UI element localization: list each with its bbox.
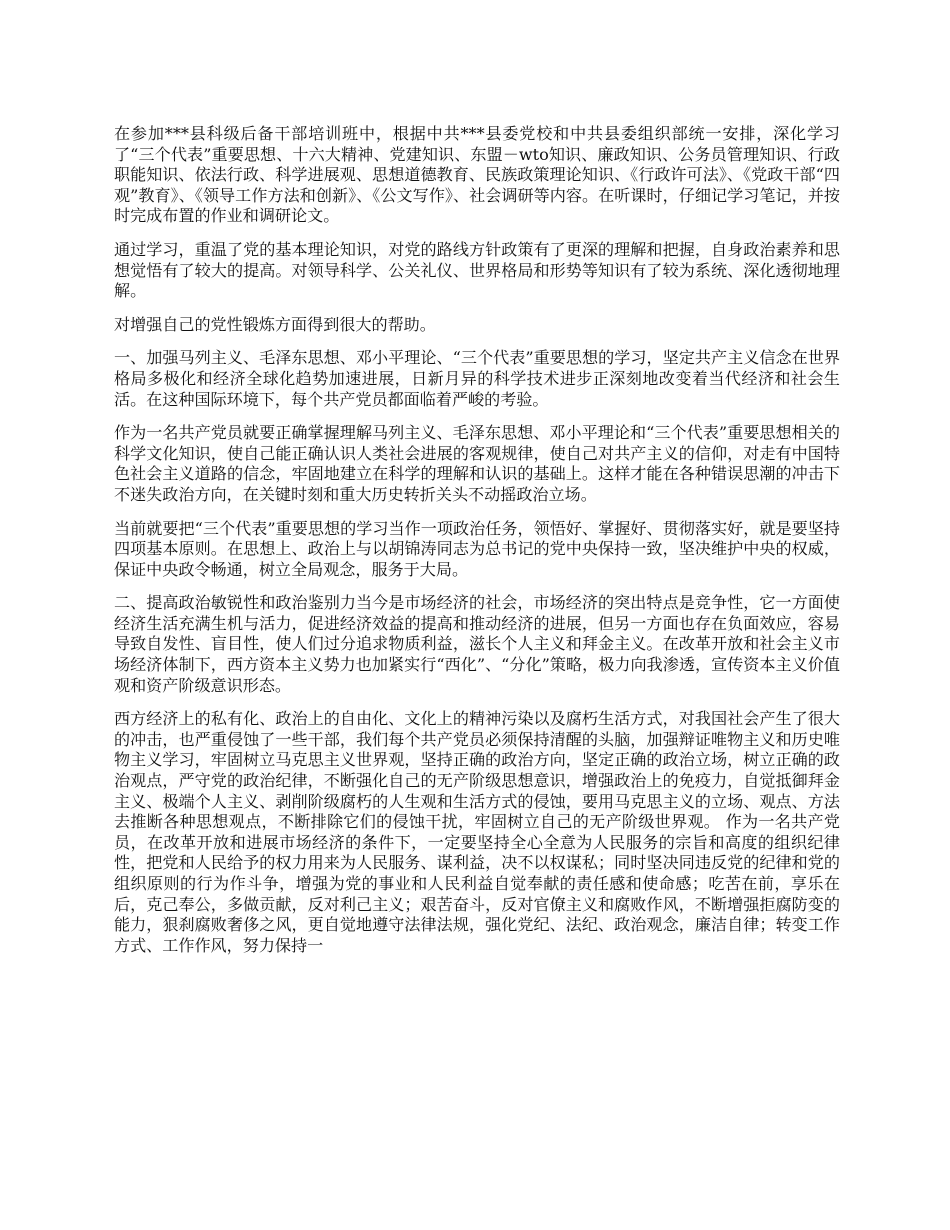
paragraph-study-result: 通过学习，重温了党的基本理论知识，对党的路线方针政策有了更深的理解和把握，自身政治素养和思想觉悟有了较大的提高。对领导科学、公关礼仪、世界格局和形势等知识有了较为系统、深化透彻地理解。 xyxy=(114,239,840,301)
paragraph-party-member-theory: 作为一名共产党员就要正确掌握理解马列主义、毛泽东思想、邓小平理论和“三个代表”重要思想相关的科学文化知识，使自己能正确认识人类社会进展的客观规律，使自己对共产主义的信仰，对走有中国特色社会主义道路的信念，牢固地建立在科学的理解和认识的基础上。这样才能在各种错误思潮的冲击下不迷失政治方向，在关键时刻和重大历史转折关头不动摇政治立场。 xyxy=(114,423,840,504)
paragraph-party-spirit: 对增强自己的党性锻炼方面得到很大的帮助。 xyxy=(114,314,436,334)
paragraph-section-two: 二、提高政治敏锐性和政治鉴别力当今是市场经济的社会，市场经济的突出特点是竞争性，它一方面使经济生活充满生机与活力，促进经济效益的提高和推动经济的进展，但另一方面也存在负面效应，容易导致自发性、盲目性，使人们过分追求物质利益，滋长个人主义和拜金主义。在改革开放和社会主义市场经济体制下，西方资本主义势力也加紧实行“西化”、“分化”策略，极力向我渗透，宣传资本主义价值观和资产阶级意识形态。 xyxy=(114,593,840,695)
paragraph-three-represents: 当前就要把“三个代表”重要思想的学习当作一项政治任务，领悟好、掌握好、贯彻落实好，就是要坚持四项基本原则。在思想上、政治上与以胡锦涛同志为总书记的党中央保持一致，坚决维护中央的权威，保证中央政令畅通，树立全局观念，服务于大局。 xyxy=(114,518,840,579)
paragraph-intro: 在参加***县科级后备干部培训班中，根据中共***县委党校和中共县委组织部统一安排，深化学习了“三个代表”重要思想、十六大精神、党建知识、东盟－wto知识、廉政知识、公务员管理知识、行政职能知识、依法行政、科学进展观、思想道德教育、民族政策理论知识、《行政许可法》、《党政干部“四观”教育》、《领导工作方法和创新》、《公文写作》、社会调研等内容。在听课时，仔细记学习笔记，并按时完成布置的作业和调研论文。 xyxy=(114,124,840,226)
paragraph-section-one: 一、加强马列主义、毛泽东思想、邓小平理论、“三个代表”重要思想的学习，坚定共产主义信念在世界格局多极化和经济全球化趋势加速进展，日新月异的科学技术进步正深刻地改变着当代经济和社会生活。在这种国际环境下，每个共产党员都面临着严峻的考验。 xyxy=(114,348,840,409)
document-body xyxy=(114,124,840,956)
paragraph-western-influence: 西方经济上的私有化、政治上的自由化、文化上的精神污染以及腐朽生活方式，对我国社会产生了很大的冲击，也严重侵蚀了一些干部，我们每个共产党员必须保持清醒的头脑，加强辩证唯物主义和历史唯物主义学习，牢固树立马克思主义世界观，坚持正确的政治方向，坚定正确的政治立场，树立正确的政治观点，严守党的政治纪律，不断强化自己的无产阶级思想意识，增强政治上的免疫力，自觉抵御拜金主义、极端个人主义、剥削阶级腐朽的人生观和生活方式的侵蚀，要用马克思主义的立场、观点、方法去推断各种思想观点，不断排除它们的侵蚀干扰，牢固树立自己的无产阶级世界观。 作为一名共产党员，在改革开放和进展市场经济的条件下，一定要坚持全心全意为人民服务的宗旨和高度的组织纪律性，把党和人民给予的权力用来为人民服务、谋利益，决不以权谋私；同时坚决同违反党的纪律和党的组织原则的行为作斗争，增强为党的事业和人民利益自觉奉献的责任感和使命感；吃苦在前，享乐在后，克己奉公，多做贡献，反对利己主义；艰苦奋斗，反对官僚主义和腐败作风，不断增强拒腐防变的能力，狠刹腐败奢侈之风，更自觉地遵守法律法规，强化党纪、法纪、政治观念，廉洁自律；转变工作方式、工作作风，努力保持一 xyxy=(114,709,840,955)
